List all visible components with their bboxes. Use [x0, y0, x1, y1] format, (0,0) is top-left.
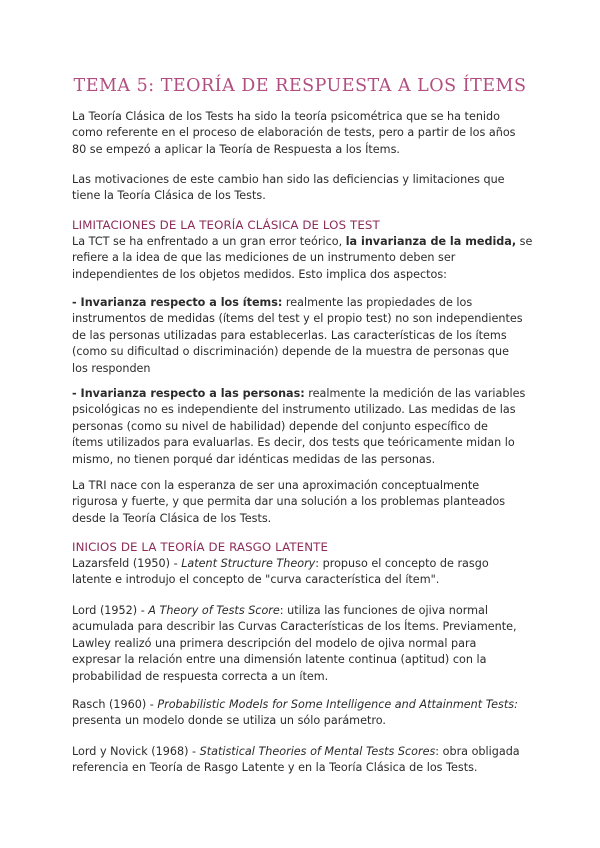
- text-line: rigurosa y fuerte, y que permita dar una solución a los problemas planteados: [72, 495, 506, 509]
- text-line: como referente en el proceso de elaboración de tests, pero a partir de los años: [72, 126, 516, 140]
- text-line: [72, 603, 532, 619]
- page-title: TEMA 5: TEORÍA DE RESPUESTA A LOS ÍTEMS: [73, 76, 527, 96]
- text-line: instrumentos de medidas (ítems del test y el propio test) no son independientes: [72, 312, 523, 326]
- text-line: independientes de los objetos medidos. Esto implica dos aspectos:: [72, 267, 447, 281]
- text-line: latente e introdujo el concepto de "curva característica del ítem".: [72, 573, 440, 587]
- bold-term: la invarianza de la medida,: [345, 235, 517, 248]
- text-line: mismo, no tienen porqué dar idénticas medidas de las personas.: [72, 452, 436, 466]
- text-line: de las personas utilizadas para establecerlas. Las características de los ítems: [72, 328, 507, 342]
- text-line: tiene la Teoría Clásica de los Tests.: [72, 189, 266, 203]
- rasch-paragraph: [72, 697, 532, 730]
- text-line: [72, 556, 532, 572]
- text-run: Lord y Novick (1968) -: [72, 745, 200, 758]
- text-line: personas (como su nivel de habilidad) depende del conjunto específico de: [72, 419, 488, 433]
- intro-paragraph-2: [72, 172, 532, 205]
- text-line: ítems utilizados para evaluarlas. Es decir, dos tests que teóricamente midan lo: [72, 436, 515, 450]
- bold-term: - Invarianza respecto a los ítems:: [72, 296, 283, 309]
- intro-paragraph-1: [72, 109, 532, 158]
- tct-paragraph: [72, 234, 532, 283]
- text-run: : obra obligada: [435, 745, 520, 758]
- section-heading-inicios: INICIOS DE LA TEORÍA DE RASGO LATENTE: [72, 540, 328, 554]
- text-run: se: [516, 235, 533, 248]
- text-line: los responden: [72, 361, 151, 375]
- text-line: expresar la relación entre una dimensión latente continua (aptitud) con la: [72, 653, 487, 667]
- section-heading-limitaciones: LIMITACIONES DE LA TEORÍA CLÁSICA DE LOS TEST: [72, 218, 380, 232]
- text-line: [72, 234, 532, 250]
- text-line: refiere a la idea de que las mediciones de un instrumento deben ser: [72, 251, 456, 265]
- italic-title: A Theory of Tests Score: [148, 604, 280, 617]
- italic-title: Latent Structure Theory: [181, 557, 316, 570]
- invarianza-personas-paragraph: [72, 386, 532, 468]
- text-line: [72, 744, 532, 760]
- italic-title: Probabilistic Models for Some Intelligence and Attainment Tests:: [157, 698, 518, 711]
- text-run: realmente la medición de las variables: [304, 387, 526, 400]
- text-run: Lazarsfeld (1950) -: [72, 557, 182, 570]
- text-run: realmente las propiedades de los: [282, 296, 473, 309]
- lord-novick-paragraph: [72, 744, 532, 777]
- text-line: [72, 386, 532, 402]
- text-line: referencia en Teoría de Rasgo Latente y en la Teoría Clásica de los Tests.: [72, 761, 478, 775]
- lazarsfeld-paragraph: [72, 556, 532, 589]
- text-run: Rasch (1960) -: [72, 698, 158, 711]
- text-run: : utiliza las funciones de ojiva normal: [279, 604, 488, 617]
- text-line: presenta un modelo donde se utiliza un sólo parámetro.: [72, 714, 386, 728]
- text-line: (como su dificultad o discriminación) depende de la muestra de personas que: [72, 345, 509, 359]
- text-line: probabilidad de respuesta correcta a un ítem.: [72, 669, 329, 683]
- text-run: La TCT se ha enfrentado a un gran error teórico,: [72, 235, 346, 248]
- text-line: La TRI nace con la esperanza de ser una aproximación conceptualmente: [72, 479, 480, 492]
- text-line: acumulada para describir las Curvas Características de los Ítems. Previamente,: [72, 620, 517, 634]
- text-line: La Teoría Clásica de los Tests ha sido la teoría psicométrica que se ha tenido: [72, 110, 500, 123]
- text-run: : propuso el concepto de rasgo: [315, 557, 489, 570]
- text-line: 80 se empezó a aplicar la Teoría de Respuesta a los Ítems.: [72, 142, 400, 156]
- bold-term: - Invarianza respecto a las personas:: [72, 387, 305, 400]
- invarianza-items-paragraph: [72, 295, 532, 377]
- text-line: Lawley realizó una primera descripción del modelo de ojiva normal para: [72, 636, 477, 650]
- text-line: [72, 697, 532, 713]
- tri-paragraph: [72, 478, 532, 527]
- text-line: desde la Teoría Clásica de los Tests.: [72, 511, 272, 525]
- text-line: [72, 295, 532, 311]
- italic-title: Statistical Theories of Mental Tests Scores: [199, 745, 436, 758]
- text-line: Las motivaciones de este cambio han sido las deficiencias y limitaciones que: [72, 173, 505, 186]
- text-line: psicológicas no es independiente del instrumento utilizado. Las medidas de las: [72, 403, 516, 417]
- text-run: Lord (1952) -: [72, 604, 149, 617]
- lord-paragraph: [72, 603, 532, 685]
